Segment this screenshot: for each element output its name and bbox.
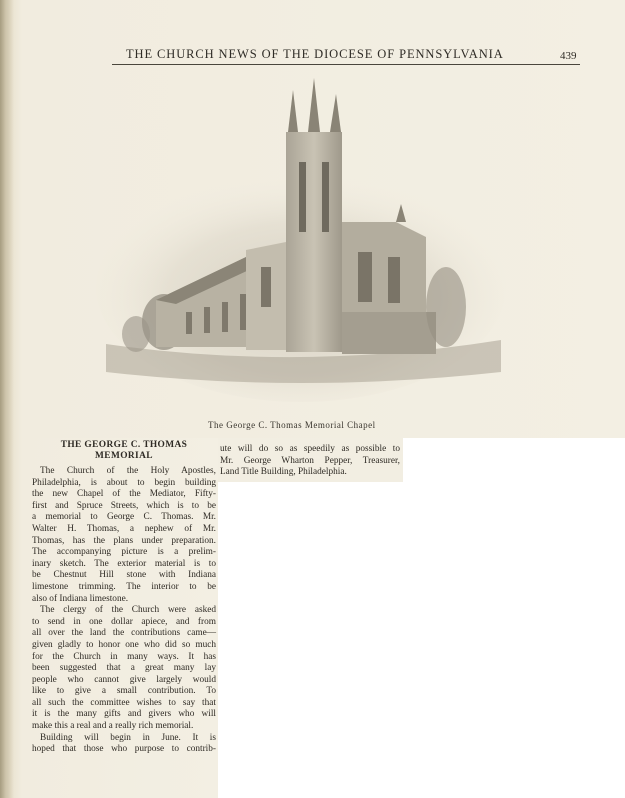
- article-column-left: [32, 440, 216, 756]
- chapel-illustration: [96, 72, 506, 402]
- transept-window: [261, 267, 271, 307]
- text-line: all such the committee wishes to say that: [32, 697, 216, 708]
- text-line: make this a real and a really rich memorial.: [32, 721, 194, 732]
- text-line: The accompanying picture is a prelim-: [32, 547, 216, 558]
- text-line: for the Church in many ways. It has: [32, 651, 216, 662]
- text-line: Building will begin in June. It is: [40, 732, 216, 743]
- text-line: it is the many gifts and givers who will: [32, 709, 216, 720]
- article-column-right: [220, 444, 400, 479]
- text-line: like to give a small contribution. To: [32, 686, 216, 697]
- tower-pinnacles: [288, 78, 341, 132]
- text-line: Thomas, has the plans under preparation.: [32, 535, 216, 546]
- text-line: Philadelphia, is about to begin building: [32, 477, 216, 488]
- illustration-caption: The George C. Thomas Memorial Chapel: [208, 420, 376, 430]
- chapel-tower: [286, 132, 342, 352]
- text-line: first and Spruce Streets, which is to be: [32, 500, 216, 511]
- text-line: been suggested that a great many lay: [32, 663, 216, 674]
- text-line: also of Indiana limestone.: [32, 593, 129, 604]
- text-line: a memorial to George C. Thomas. Mr.: [32, 512, 216, 523]
- text-line: hoped that those who purpose to contrib-: [32, 744, 216, 755]
- article-title-line: THE GEORGE C. THOMAS: [60, 440, 188, 450]
- text-line: The Church of the Holy Apostles,: [40, 466, 216, 476]
- text-line: be Chestnut Hill stone with Indiana: [32, 570, 216, 581]
- article-title: [32, 440, 216, 462]
- text-line: limestone trimming. The interior to be: [32, 581, 216, 592]
- chancel-window-right: [388, 257, 400, 303]
- page-binding-shadow: [0, 0, 14, 798]
- cloister-wall: [342, 312, 436, 354]
- text-line: The clergy of the Church were asked: [40, 605, 216, 616]
- text-line: Walter H. Thomas, a nephew of Mr.: [32, 523, 216, 534]
- text-line: all over the land the contributions came—: [32, 628, 216, 639]
- tree-right: [426, 267, 466, 347]
- text-line: inary sketch. The exterior material is to: [32, 558, 216, 569]
- tower-window-right: [322, 162, 329, 232]
- text-line: people who cannot give largely would: [32, 674, 216, 685]
- article-title-line: MEMORIAL: [95, 451, 153, 461]
- page-number: 439: [560, 50, 577, 62]
- text-line: given gladly to honor one who did so much: [32, 639, 216, 650]
- running-header: [112, 46, 580, 65]
- tower-window-left: [299, 162, 306, 232]
- text-line: to send in one dollar apiece, and from: [32, 616, 216, 627]
- text-line: the new Chapel of the Mediator, Fifty-: [32, 489, 216, 500]
- tree-left-small: [122, 316, 150, 352]
- publication-title: THE CHURCH NEWS OF THE DIOCESE OF PENNSYLVANIA: [126, 47, 504, 61]
- text-line: Mr. George Wharton Pepper, Treasurer,: [220, 455, 400, 466]
- chancel-window-left: [358, 252, 372, 302]
- text-line: ute will do so as speedily as possible to: [220, 444, 400, 454]
- text-line: Land Title Building, Philadelphia.: [220, 467, 347, 478]
